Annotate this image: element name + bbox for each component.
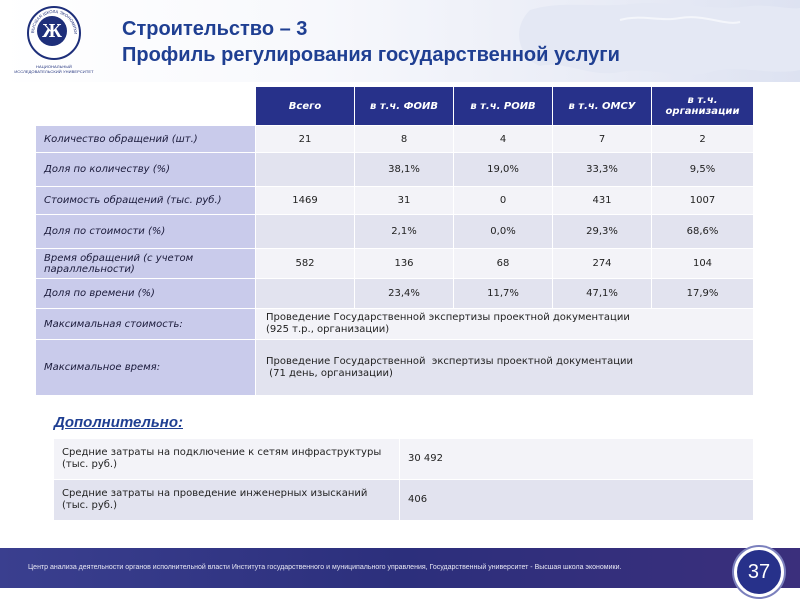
row-label: Средние затраты на проведение инженерных изысканий (тыс. руб.): [54, 480, 400, 521]
table-cell: 11,7%: [454, 279, 553, 309]
table-cell: 17,9%: [652, 279, 754, 309]
table-cell: 431: [553, 187, 652, 215]
table-cell: 104: [652, 249, 754, 279]
max-time-detail: (71 день, организации): [266, 367, 393, 379]
page-number-badge: 37: [734, 547, 784, 597]
table-cell: [256, 340, 754, 396]
table-row: [36, 309, 754, 340]
table-row: [36, 187, 754, 215]
column-header: в т.ч. РОИВ: [454, 87, 553, 126]
logo-emblem-icon: ВЫСШАЯ ШКОЛА ЭКОНОМИКИ Ж: [27, 6, 81, 60]
row-label: Стоимость обращений (тыс. руб.): [36, 187, 256, 215]
slide-footer: [0, 548, 800, 588]
table-cell: 7: [553, 126, 652, 153]
column-header: в т.ч. организации: [652, 87, 754, 126]
column-header: Всего: [256, 87, 355, 126]
university-logo: [14, 6, 94, 76]
logo-ring-text: ВЫСШАЯ ШКОЛА ЭКОНОМИКИ: [29, 8, 79, 35]
table-row: [36, 279, 754, 309]
table-cell: 406: [400, 480, 754, 521]
table-cell: [256, 309, 754, 340]
table-cell: 29,3%: [553, 215, 652, 249]
row-label: Доля по стоимости (%): [36, 215, 256, 249]
table-cell: 19,0%: [454, 153, 553, 187]
table-cell: 0,0%: [454, 215, 553, 249]
table-cell: 23,4%: [355, 279, 454, 309]
table-row: [36, 215, 754, 249]
table-header-row: [36, 87, 754, 126]
row-label: Доля по времени (%): [36, 279, 256, 309]
table-cell: 2: [652, 126, 754, 153]
max-time-line: Проведение Государственной экспертизы проектной документации: [266, 355, 634, 367]
table-cell: 1007: [652, 187, 754, 215]
table-row: [36, 340, 754, 396]
table-cell: 274: [553, 249, 652, 279]
table-row: [54, 480, 754, 521]
table-cell: 4: [454, 126, 553, 153]
slide-header: [0, 0, 800, 82]
row-label: Максимальное время:: [36, 340, 256, 396]
row-label: Количество обращений (шт.): [36, 126, 256, 153]
extra-costs-table: [53, 438, 754, 521]
row-label: Доля по количеству (%): [36, 153, 256, 187]
table-cell: 136: [355, 249, 454, 279]
max-cost-line: Проведение Государственной экспертизы проектной документации: [266, 312, 630, 323]
table-row: [54, 439, 754, 480]
map-decoration-icon: [470, 0, 800, 82]
table-cell: 0: [454, 187, 553, 215]
column-header: в т.ч. ОМСУ: [553, 87, 652, 126]
column-header: в т.ч. ФОИВ: [355, 87, 454, 126]
slide-subtitle: Профиль регулирования государственной услуги: [122, 44, 620, 66]
table-row: [36, 249, 754, 279]
regulation-profile-table: [35, 86, 754, 396]
table-cell: [256, 279, 355, 309]
row-label: Максимальная стоимость:: [36, 309, 256, 340]
table-cell: 8: [355, 126, 454, 153]
table-cell: 68,6%: [652, 215, 754, 249]
table-cell: 33,3%: [553, 153, 652, 187]
table-cell: [256, 215, 355, 249]
table-row: [36, 153, 754, 187]
extra-section-title: Дополнительно:: [54, 414, 183, 431]
max-cost-detail: (925 т.р., организации): [266, 324, 390, 335]
slide-title: Строительство – 3: [122, 18, 308, 40]
table-cell: 31: [355, 187, 454, 215]
table-cell: 1469: [256, 187, 355, 215]
table-cell: 2,1%: [355, 215, 454, 249]
table-cell: 47,1%: [553, 279, 652, 309]
row-label: Время обращений (с учетом параллельности): [36, 249, 256, 279]
row-label: Средние затраты на подключение к сетям инфраструктуры (тыс. руб.): [54, 439, 400, 480]
table-cell: 30 492: [400, 439, 754, 480]
table-row: [36, 126, 754, 153]
table-cell: 582: [256, 249, 355, 279]
logo-caption: НАЦИОНАЛЬНЫЙ ИССЛЕДОВАТЕЛЬСКИЙ УНИВЕРСИТЕТ: [14, 64, 94, 74]
table-cell: 9,5%: [652, 153, 754, 187]
table-cell: 38,1%: [355, 153, 454, 187]
footer-text: Центр анализа деятельности органов исполнительной власти Института государственного и муниципального управления, Государственный университет - Высшая школа экономики.: [28, 564, 622, 571]
table-cell: 68: [454, 249, 553, 279]
table-cell: [256, 153, 355, 187]
table-cell: 21: [256, 126, 355, 153]
